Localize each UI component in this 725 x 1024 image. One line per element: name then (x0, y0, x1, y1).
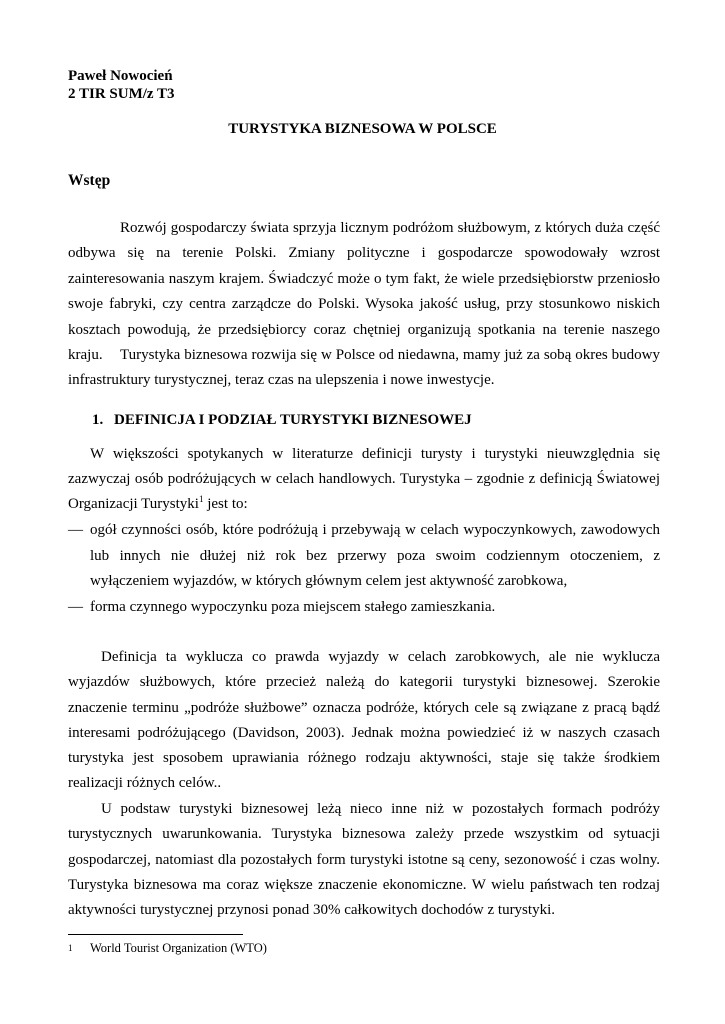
bullet-dash: — (68, 522, 83, 538)
list-item (68, 518, 660, 595)
document-title: TURYSTYKA BIZNESOWA W POLSCE (228, 121, 497, 137)
section-title: DEFINICJA I PODZIAŁ TURYSTYKI BIZNESOWEJ (114, 412, 472, 428)
definition-text: W większości spotykanych w literaturze definicji turysty i turystyki nieuwzględnia się zazwyczaj osób podróżujących w celach handlowych. Turystyka – zgodnie z definicją Światowej Organizacji Turystyki (68, 446, 660, 512)
list-item (68, 595, 660, 621)
section-number: 1. (92, 412, 104, 428)
definition-list (68, 518, 660, 620)
footnote-separator (68, 934, 243, 935)
footnote-reference: 1 (198, 494, 204, 504)
intro-paragraph-2: Turystyka biznesowa rozwija się w Polsce od niedawna, mamy już za sobą okres budowy infrastruktury turystycznej, teraz czas na ulepszenia i nowe inwestycje. (68, 347, 660, 389)
intro-heading: Wstęp (68, 172, 111, 189)
list-item-text: ogół czynności osób, które podróżują i przebywają w celach wypoczynkowych, zawodowych lub innych nie dłużej niż rok bez przerwy poza swoim codziennym otoczeniem, z wyłączeniem wyjazdów, w których głównym celem jest aktywność zarobkowa, (90, 522, 660, 589)
student-group: 2 TIR SUM/z T3 (68, 86, 175, 102)
intro-paragraph-1: Rozwój gospodarczy świata sprzyja licznym podróżom służbowym, z których duża część odbywa się na terenie Polski. Zmiany polityczne i gospodarcze spowodowały wzrost zainteresowania naszym krajem. Świadczyć może o tym fakt, że wiele przedsiębiorstw przeniosło swoje fabryki, czy centra zarządcze do Polski. Wysoka jakość usług, przy stosunkowo niskich kosztach powodują, że przedsiębiorcy coraz chętniej organizują spotkania na terenie naszego kraju. (68, 220, 660, 364)
bullet-dash: — (68, 598, 83, 615)
body-paragraph-1: Definicja ta wyklucza co prawda wyjazdy w celach zarobkowych, ale nie wyklucza wyjazdów służbowych, które przecież należą do kategorii turystyki biznesowej. Szerokie znaczenie terminu „podróże służbowe” oznacza podróże, których cele są związane z pracą bądź interesami podróżującego (Davidson, 2003). Jednak można powiedzieć iż w naszych czasach turystyka jest sposobem uprawiania różnego rodzaju aktywności, staje się także środkiem realizacji różnych celów.. (68, 649, 660, 792)
footnote-text: World Tourist Organization (WTO) (90, 941, 267, 955)
definition-paragraph (68, 442, 660, 517)
author-name: Paweł Nowocień (68, 68, 173, 84)
list-item-text: forma czynnego wypoczynku poza miejscem stałego zamieszkania. (90, 598, 496, 615)
definition-text-end: jest to: (203, 496, 248, 512)
section-heading (92, 410, 472, 430)
footnote (68, 940, 267, 956)
body-paragraph-2: U podstaw turystyki biznesowej leżą nieco inne niż w pozostałych formach podróży turystycznych uwarunkowania. Turystyka biznesowa zależy przede wszystkim od sytuacji gospodarczej, natomiast dla pozostałych form turystyki istotne są ceny, sezonowość i czas wolny. Turystyka biznesowa ma coraz większe znaczenie ekonomiczne. W wielu państwach ten rodzaj aktywności turystycznej przynosi ponad 30% całkowitych dochodów z turystyki. (68, 801, 660, 919)
footnote-mark: 1 (68, 943, 73, 953)
